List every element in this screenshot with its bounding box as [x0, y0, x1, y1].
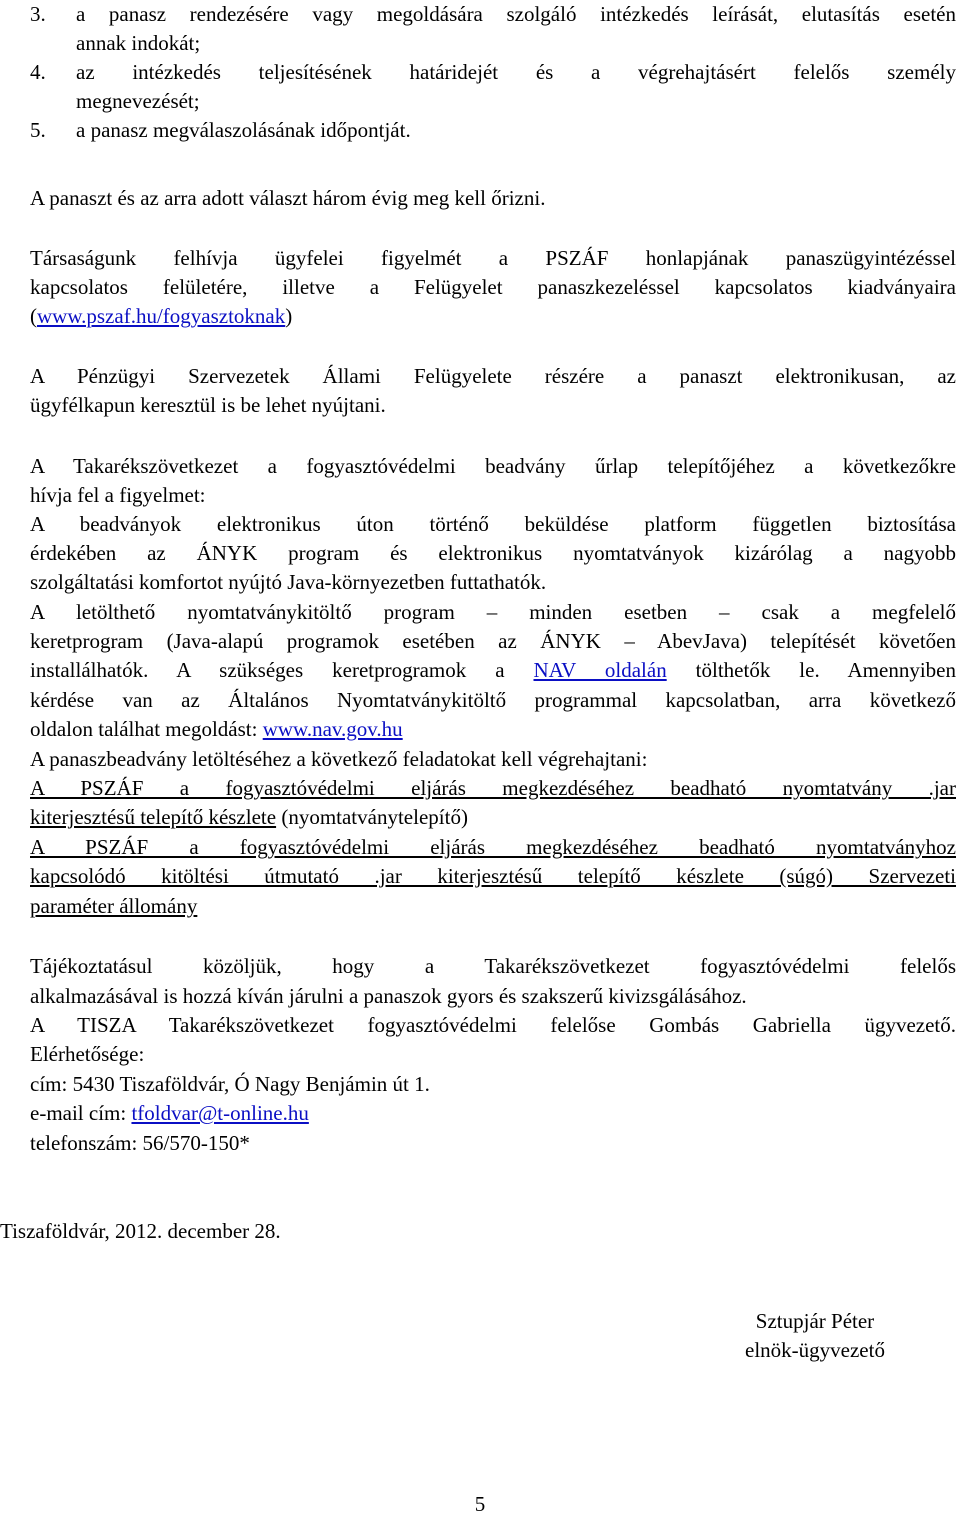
paragraph-info-line-2: alkalmazásával is hozzá kíván járulni a panaszok gyors és szakszerű kivizsgálásához.: [30, 984, 747, 1008]
pszaf-link[interactable]: www.pszaf.hu/fogyasztoknak: [37, 304, 286, 328]
paragraph-takarek-line-7: keretprogram (Java-alapú programok esetében az ÁNYK – AbevJava) telepítését követően: [30, 629, 956, 653]
paragraph-pszaf-line-3: (www.pszaf.hu/fogyasztoknak): [30, 304, 293, 328]
paragraph-ugyfelkapu-line-2: ügyfélkapun keresztül is be lehet nyújtani.: [30, 393, 386, 417]
signature-name: Sztupjár Péter: [755, 1309, 875, 1333]
paragraph-takarek-line-8: installálhatók. A szükséges keretprogramok a NAV oldalán tölthetők le. Amennyiben: [30, 658, 956, 682]
paragraph-retention: A panaszt és az arra adott választ három évig meg kell őrizni.: [30, 186, 546, 210]
paragraph-takarek-line-2: hívja fel a figyelmet:: [30, 483, 206, 507]
email-link[interactable]: tfoldvar@t-online.hu: [131, 1101, 309, 1125]
paragraph-info-line-3: A TISZA Takarékszövetkezet fogyasztóvédelmi felelőse Gombás Gabriella ügyvezető.: [30, 1013, 956, 1037]
nav-oldalan-link[interactable]: NAV oldalán: [533, 658, 667, 682]
paragraph-takarek-line-9: kérdése van az Általános Nyomtatványkitöltő programmal kapcsolatban, arra következő: [30, 688, 956, 712]
nav-gov-link[interactable]: www.nav.gov.hu: [262, 717, 403, 741]
paragraph-takarek-line-4: érdekében az ÁNYK program és elektronikus nyomtatványok kizárólag a nagyobb: [30, 541, 956, 565]
paragraph-takarek-line-6: A letölthető nyomtatványkitöltő program – minden esetben – csak a megfelelő: [30, 600, 956, 624]
list-item-3-line-1: 3. a panasz rendezésére vagy megoldására szolgáló intézkedés leírását, elutasítás esetén: [30, 0, 956, 29]
paragraph-pszaf-line-2: kapcsolatos felületére, illetve a Felügyelet panaszkezeléssel kapcsolatos kiadványaira: [30, 275, 956, 299]
date-line: Tiszaföldvár, 2012. december 28.: [0, 1219, 281, 1243]
contact-phone: telefonszám: 56/570-150*: [30, 1131, 250, 1155]
list-number: 4.: [30, 60, 46, 84]
list-item-4-line-2: megnevezését;: [76, 89, 200, 113]
signature-title: elnök-ügyvezető: [745, 1338, 885, 1362]
paragraph-takarek-line-3: A beadványok elektronikus úton történő beküldése platform független biztosítása: [30, 512, 956, 536]
installer-link[interactable]: kiterjesztésű telepítő készlete: [30, 805, 277, 829]
contact-heading: Elérhetősége:: [30, 1042, 145, 1066]
paragraph-takarek-line-1: A Takarékszövetkezet a fogyasztóvédelmi beadvány űrlap telepítőjéhez a következőkre: [30, 454, 956, 478]
paragraph-pszaf-line-1: Társaságunk felhívja ügyfelei figyelmét a PSZÁF honlapjának panaszügyintézéssel: [30, 246, 956, 270]
page-number: 5: [474, 1492, 486, 1516]
installer-link-line-1[interactable]: A PSZÁF a fogyasztóvédelmi eljárás megkezdéséhez beadható nyomtatvány .jar: [30, 776, 956, 800]
guide-link-line-2[interactable]: kapcsolódó kitöltési útmutató .jar kiterjesztésű telepítő készlete (súgó) Szervezeti: [30, 864, 956, 888]
list-item-3-line-2: annak indokát;: [76, 31, 201, 55]
contact-address: cím: 5430 Tiszaföldvár, Ó Nagy Benjámin út 1.: [30, 1072, 430, 1096]
list-number: 5.: [30, 118, 46, 142]
paragraph-info-line-1: Tájékoztatásul közöljük, hogy a Takarékszövetkezet fogyasztóvédelmi felelős: [30, 954, 956, 978]
list-number: 3.: [30, 2, 46, 26]
paragraph-ugyfelkapu-line-1: A Pénzügyi Szervezetek Állami Felügyelete részére a panaszt elektronikusan, az: [30, 364, 956, 388]
list-item-5: 5. a panasz megválaszolásának időpontját.: [30, 116, 956, 145]
parameter-file-link[interactable]: paraméter állomány: [30, 894, 198, 918]
list-item-4-line-1: 4. az intézkedés teljesítésének határidejét és a végrehajtásért felelős személy: [30, 58, 956, 87]
paragraph-takarek-line-11: A panaszbeadvány letöltéséhez a következő feladatokat kell végrehajtani:: [30, 747, 648, 771]
paragraph-takarek-line-10: oldalon találhat megoldást: www.nav.gov.hu: [30, 717, 403, 741]
installer-link-line-2: kiterjesztésű telepítő készlete (nyomtatványtelepítő): [30, 805, 468, 829]
paragraph-takarek-line-5: szolgáltatási komfortot nyújtó Java-környezetben futtathatók.: [30, 570, 547, 594]
contact-email: e-mail cím: tfoldvar@t-online.hu: [30, 1101, 309, 1125]
guide-link-line-1[interactable]: A PSZÁF a fogyasztóvédelmi eljárás megkezdéséhez beadható nyomtatványhoz: [30, 835, 956, 859]
guide-link-line-3: [30, 892, 956, 921]
